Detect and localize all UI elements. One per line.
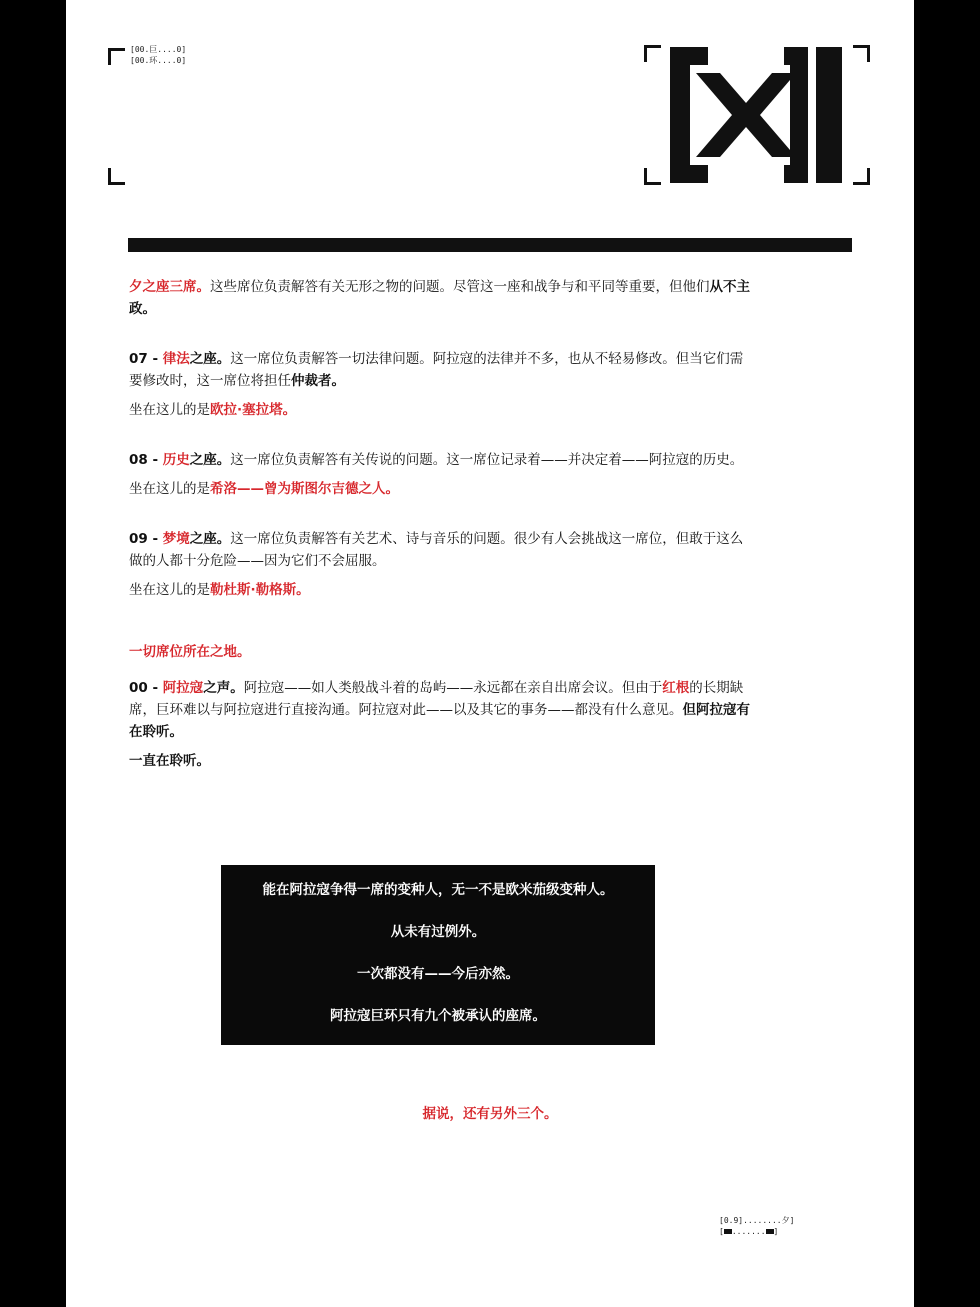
x-bracket-logo-icon <box>668 47 848 183</box>
seat-07-bold: 仲裁者。 <box>291 373 345 389</box>
document-body <box>129 276 751 772</box>
rumor-line: 据说，还有另外三个。 <box>422 1106 558 1122</box>
callout-box <box>221 865 655 1045</box>
header-code-line-2: [00.环....0] <box>130 56 187 65</box>
seat-07-suffix: 之座。 <box>189 351 231 367</box>
seat-00-suffix: 之声。 <box>203 680 244 696</box>
seat-07-holder <box>129 399 751 421</box>
section-divider-bar <box>128 238 852 252</box>
seat-08-holder <box>129 478 751 500</box>
footer-code-start: [ <box>719 1227 724 1236</box>
seat-09-text: 这一席位负责解答有关艺术、诗与音乐的问题。很少有人会挑战这一席位，但敢于这么做的人都十分危险——因为它们不会屈服。 <box>129 531 744 569</box>
seat-08-text: 这一席位负责解答有关传说的问题。这一席位记录着——并决定着——阿拉寇的历史。 <box>230 452 744 468</box>
seat-08-paragraph <box>129 449 751 471</box>
footer-code-line-2 <box>719 1226 794 1237</box>
intro-text: 这些席位负责解答有关无形之物的问题。尽管这一座和战争与和平同等重要，但他们 <box>210 279 710 295</box>
seat-07-text: 这一席位负责解答一切法律问题。阿拉寇的法律并不多，也从不轻易修改。但当它们需要修改时，这一席位将担任 <box>129 351 744 389</box>
seat-00-paragraph <box>129 677 751 743</box>
seat-08-suffix: 之座。 <box>189 452 231 468</box>
seat-00-text-1: 阿拉寇——如人类般战斗着的岛屿——永远都在亲自出席会议。但由于 <box>243 680 663 696</box>
closing-line: 一直在聆听。 <box>129 753 210 769</box>
logo-corner-bottom-left <box>644 168 661 185</box>
seat-08-name: 历史 <box>162 452 190 468</box>
place-heading: 一切席位所在之地。 <box>129 644 251 660</box>
seat-00-name: 阿拉寇 <box>162 680 204 696</box>
logo-corner-top-left <box>644 45 661 62</box>
seat-08-holder-name: 希洛——曾为斯图尔吉德之人。 <box>210 481 399 497</box>
seat-00-red-word: 红根 <box>662 680 690 696</box>
logo-corner-bottom-right <box>853 168 870 185</box>
frame-corner-top-left <box>108 48 125 65</box>
logo-corner-top-right <box>853 45 870 62</box>
seat-00-text-2: 的长期缺席，巨环难以与阿拉寇进行直接沟通。阿拉寇对此——以及其它的事务——都没有什么意见。 <box>129 680 744 718</box>
seat-09-holder-label: 坐在这儿的是 <box>129 582 210 598</box>
seat-07-holder-name: 欧拉·塞拉塔。 <box>210 402 297 418</box>
seat-07-paragraph <box>129 348 751 392</box>
logo-frame <box>644 45 870 185</box>
footer-code-line-1: [0.9]........夕] <box>719 1216 795 1225</box>
callout-line-3: 一次都没有——今后亦然。 <box>357 966 519 982</box>
footer-code-end: ] <box>773 1227 779 1236</box>
footer-code <box>719 1215 794 1237</box>
seat-09-paragraph <box>129 528 751 572</box>
seat-07-number: 07 - <box>129 351 163 367</box>
intro-paragraph <box>129 276 751 320</box>
header-code <box>130 44 186 66</box>
footer-block-left <box>724 1229 732 1234</box>
seat-09-number: 09 - <box>129 531 163 547</box>
callout-line-1: 能在阿拉寇争得一席的变种人，无一不是欧米茄级变种人。 <box>262 882 614 898</box>
seat-00-bold: 但阿拉寇有在聆听。 <box>129 702 750 740</box>
footer-code-dots: ....... <box>731 1227 766 1236</box>
header-code-line-1: [00.巨....0] <box>130 45 187 54</box>
seat-09-holder <box>129 579 751 601</box>
seat-08-holder-label: 坐在这儿的是 <box>129 481 210 497</box>
seat-07-name: 律法 <box>162 351 190 367</box>
callout-line-4: 阿拉寇巨环只有九个被承认的座席。 <box>330 1008 546 1024</box>
intro-red: 夕之座三席。 <box>129 279 210 295</box>
seat-00-number: 00 - <box>129 680 163 696</box>
intro-bold: 从不主政。 <box>129 279 750 317</box>
seat-09-holder-name: 勒杜斯·勒格斯。 <box>210 582 310 598</box>
seat-09-name: 梦境 <box>162 531 190 547</box>
frame-corner-bottom-left <box>108 168 125 185</box>
seat-07-holder-label: 坐在这儿的是 <box>129 402 210 418</box>
footer-block-right <box>766 1229 774 1234</box>
seat-09-suffix: 之座。 <box>189 531 231 547</box>
document-page <box>66 0 914 1307</box>
seat-08-number: 08 - <box>129 452 163 468</box>
callout-line-2: 从未有过例外。 <box>390 924 486 940</box>
